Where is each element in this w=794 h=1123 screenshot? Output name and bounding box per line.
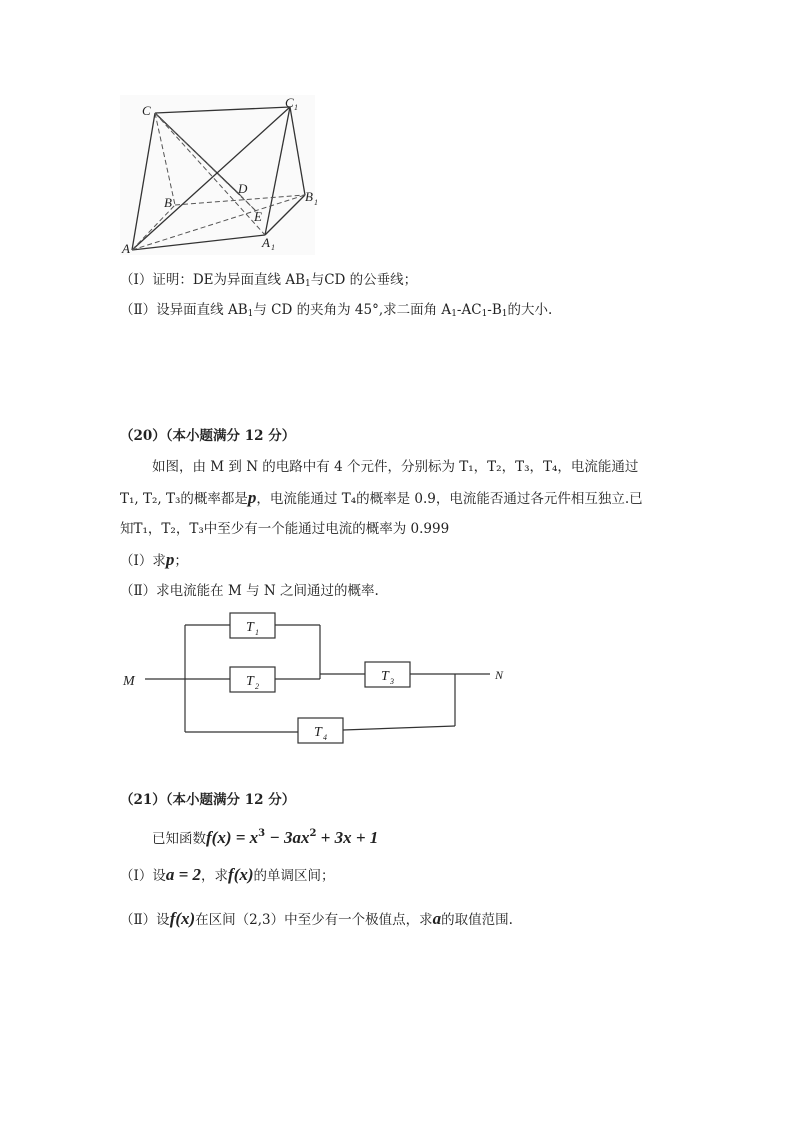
label-C1: C (285, 95, 294, 110)
label-t3-sub: 3 (390, 677, 394, 686)
sub: 1 (247, 309, 254, 319)
q21-part2-text: 在区间（2,3）中至少有一个极值点，求 (195, 912, 433, 928)
term-x3: x (249, 828, 259, 847)
label-B: B (164, 195, 172, 210)
prism-figure (120, 95, 318, 256)
cond-a-2: a = 2 (165, 865, 202, 884)
circuit-diagram (115, 608, 525, 748)
exp-3: 3 (258, 828, 266, 839)
var-a: a (432, 909, 442, 928)
q21-function (152, 825, 378, 848)
label-A: A (122, 241, 130, 256)
q20-line2-text: T₁, T₂, T₃的概率都是 (120, 491, 248, 507)
label-A1: A (262, 235, 270, 250)
label-C: C (142, 103, 151, 118)
q21-intro: 已知函数 (152, 831, 206, 847)
q20-part1-text: （Ⅰ）求 (120, 553, 166, 569)
q19-part1-text: 证明：DE为异面直线 AB (152, 272, 305, 288)
label-m: M (123, 674, 135, 689)
label-n: N (495, 668, 504, 682)
label-t3: T (381, 669, 389, 684)
q20-header: （20）（本小题满分 12 分） (120, 428, 296, 444)
q19-part2 (120, 301, 552, 323)
sub: 1 (451, 309, 457, 319)
q19-part1-num: （Ⅰ） (120, 272, 153, 288)
sub: 1 (481, 309, 488, 319)
q19-part2-text: -AC (456, 302, 482, 318)
q21-header: （21）（本小题满分 12 分） (120, 792, 296, 808)
q20-part2: （Ⅱ）求电流能在 M 与 N 之间通过的概率. (120, 583, 379, 599)
q21-part1 (120, 866, 335, 885)
q20-line2 (120, 489, 643, 508)
q21-part2-label: （Ⅱ）设 (120, 912, 170, 928)
func-fx: f(x) (228, 865, 254, 884)
q19-part2-text: 与 CD 的夹角为 45°,求二面角 A (253, 302, 452, 318)
label-t4: T (314, 725, 322, 740)
q21-part1-text: ，求 (201, 868, 229, 884)
label-t1-sub: 1 (255, 628, 259, 637)
label-B1-sub: 1 (314, 198, 318, 207)
label-C1-sub: 1 (294, 103, 298, 112)
q20-line2-text-end: ，电流能通过 T₄的概率是 0.9，电流能否通过各元件相互独立.已 (256, 491, 643, 507)
q21-part1-label: （Ⅰ）设 (120, 868, 166, 884)
label-t4-sub: 4 (323, 733, 327, 742)
label-t2: T (246, 674, 254, 689)
q19-part2-text: 的大小. (507, 302, 553, 318)
term-3ax2: − 3ax (265, 828, 310, 847)
equals: = (231, 828, 250, 847)
sub: 1 (501, 309, 508, 319)
q19-part2-text: -B (487, 302, 502, 318)
func-fx: f(x) (169, 909, 196, 928)
func-lhs: f(x) (206, 828, 232, 847)
label-E: E (254, 209, 262, 224)
sub: 1 (304, 279, 311, 289)
exp-2: 2 (309, 828, 317, 839)
q20-part1-end: ； (174, 553, 188, 569)
var-p: p (165, 550, 175, 569)
q20-line1: 如图，由 M 到 N 的电路中有 4 个元件，分别标为 T₁，T₂，T₃，T₄，电流能通过 (152, 459, 639, 475)
q19-part1-text-end: 与CD 的公垂线； (310, 272, 418, 288)
label-A1-sub: 1 (271, 243, 275, 252)
q20-line3: 知T₁，T₂，T₃中至少有一个能通过电流的概率为 0.999 (120, 521, 450, 537)
wire-t4-right (343, 726, 455, 730)
q21-part2-end: 的取值范围. (441, 912, 513, 928)
q19-part2-text: 设异面直线 AB (156, 302, 248, 318)
label-B1: B (305, 189, 313, 204)
q19-part2-num: （Ⅱ） (120, 302, 157, 318)
term-tail: + 3x + 1 (316, 828, 379, 847)
label-t2-sub: 2 (255, 682, 259, 691)
q21-part1-end: 的单调区间； (253, 868, 335, 884)
q19-part1 (120, 271, 417, 293)
label-D: D (238, 181, 248, 196)
var-p: p (247, 488, 257, 507)
q20-part1 (120, 551, 188, 570)
label-t1: T (246, 620, 254, 635)
q21-part2 (120, 910, 513, 929)
